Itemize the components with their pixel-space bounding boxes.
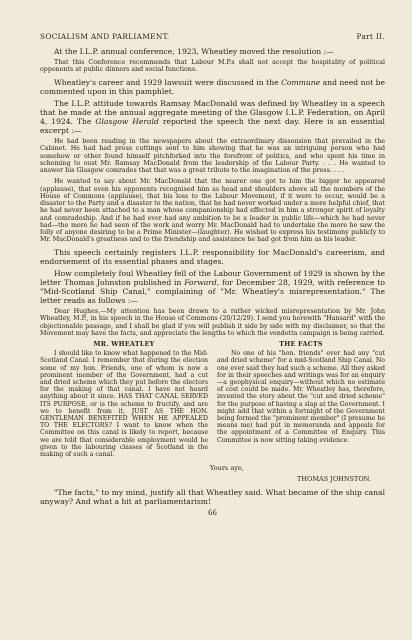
paragraph-5-emphasis: Forward xyxy=(184,277,217,287)
column-wheatley-text: I should like to know what happened to the Mid-Scotland Canal. I remember that during the election some of my hon. Friends, one of whom is now a prominent member of the Government, had a cut and dried scheme which they put before the electors for the making of that canal. I have not heard anything about it since. HAS THAT CANAL SERVED ITS PURPOSE, or is the scheme to fructify, and are we to benefit from it, JUST AS THE HON. GENTLEMAN BENEFITED WHEN HE APPEALED TO THE ELECTORS? I want to know when the Committee on this canal is likely to report, because we are told that considerable employment would be given to the labouring classes of Scotland in the making of such a canal. xyxy=(40,350,208,459)
paragraph-2 xyxy=(40,78,385,96)
column-facts-heading: THE FACTS xyxy=(279,341,323,349)
paragraph-2-text-a: Wheatley's career and 1929 lawsuit were discussed in the xyxy=(54,77,282,87)
two-column-comparison xyxy=(40,341,385,458)
signature-name: THOMAS JOHNSTON. xyxy=(297,475,371,484)
column-wheatley-heading: MR. WHEATLEY xyxy=(93,341,155,349)
letter-signature xyxy=(40,464,385,472)
paragraph-2-text-b: and need not be commented upon in this pamphlet. xyxy=(40,77,386,96)
paragraph-4: This speech certainly registers I.L.P. responsibility for MacDonald's careerism, and endorsement of its essential phases and stages. xyxy=(40,247,385,266)
paragraph-3-text-a: The I.L.P. attitude towards Ramsay MacDonald was defined by Wheatley in a speech that he made at the annual aggregate meeting of the Glasgow I.L.P. Federation, on April 4, 1924. The xyxy=(40,98,385,126)
column-facts xyxy=(217,341,385,458)
paragraph-6: "The facts," to my mind, justify all that Wheatley said. What became of the ship canal anyway? And what a hit at parliamentarism! xyxy=(40,488,385,507)
quote-speech-2: He wanted to say about Mr. MacDonald that the nearer one got to him the bigger he appeared (applause), that even his opponents recognised him as head and shoulders above all the members of the House of Commons (applause), that his loss to the Labour Movement, if it were to occur, would be a disaster to the Party and a disaster to the nation, that he had never worked under a more helpful chief, that he had never been attached to a man whose companionship had effected in him a stronger spirit of loyalty and comradeship. And if he had ever had any ambition to be a leader in public life—which he had never had—the more he had seen of the work and worry Mr. MacDonald had to undertake the more he saw the folly of anyone desiring to be a Prime Minister—(laughter). He wished to express his testimony publicly to Mr. MacDonald's greatness and to the friendship and assistance he had got from him as his leader. xyxy=(40,178,385,244)
paragraph-2-emphasis: Commune xyxy=(281,77,321,87)
paragraph-3-emphasis: Glasgow Herald xyxy=(95,116,159,126)
column-facts-text: No one of his "hon. friends" ever had any "cut and dried scheme" for a mid-Scotland Ship Canal. No one ever said they had such a scheme. All they asked for in their speeches and writings was for an enquiry—a geophysical enquiry—without which no estimate of cost could be made. Mr. Wheatley has, therefore, invented the story about the "cut and dried scheme" for the purpose of having a slap at the Government. I might add that within a fortnight of the Government being formed the "prominent member" (I presume he means me) had put in memoranda and appeals for the appointment of a Committee of Enquiry. This Committee is now sitting taking evidence. xyxy=(217,350,385,444)
paragraph-5-text-b: , for December 28, 1929, with reference to "Mid-Scotland Ship Canal," complaining of "Mr. Wheatley's misrepresentation." The letter reads as follows :— xyxy=(40,277,385,306)
running-header xyxy=(40,32,385,41)
page-number: 66 xyxy=(208,509,217,518)
column-wheatley xyxy=(40,341,208,458)
paragraph-5 xyxy=(40,269,385,305)
paragraph-3 xyxy=(40,99,385,135)
paragraph-3-text-b: reported the speech the next day. Here is an essential excerpt :— xyxy=(40,116,385,136)
paragraph-1: At the I.L.P. annual conference, 1923, Wheatley moved the resolution :— xyxy=(54,47,334,56)
quote-resolution: That this Conference recommends that Labour M.P.s shall not accept the hospitality of political opponents at public dinners and social functions. xyxy=(40,59,385,74)
signoff: Yours aye, xyxy=(210,464,244,473)
header-part: Part II. xyxy=(356,32,385,41)
paragraph-5-text-a: How completely foul Wheatley fell of the Labour Government of 1929 is shown by the letter Thomas Johnston published in xyxy=(40,268,385,287)
quote-letter: Dear Hughes,—My attention has been drawn to a rather wicked misrepresentation by Mr. John Wheatley, M.P., in his speech in the House of Commons (20/12/29). I send you herewith "Hansard" with the objectionable passage, and I shall be glad if you will publish it side by side with my disclaimer, so that the Movement may have the facts, and appreciate the lengths to which the vendetta campaign is being carried. xyxy=(40,308,385,337)
quote-speech-1: He had been reading in the newspapers about the extraordinary dissension that prevailed in the Cabinet. He had had press cuttings sent to him showing that he was an intriguing person who had somehow or other found himself pitchforked into the forefront of politics, and who spent his time in scheming to oust Mr. Ramsay MacDonald from the leadership of the Labour Party. . . . He wanted to answer his Glasgow comrades that that was a great tribute to the imagination of the press. . . . xyxy=(40,138,385,175)
header-title: SOCIALISM AND PARLIAMENT. xyxy=(40,32,170,41)
